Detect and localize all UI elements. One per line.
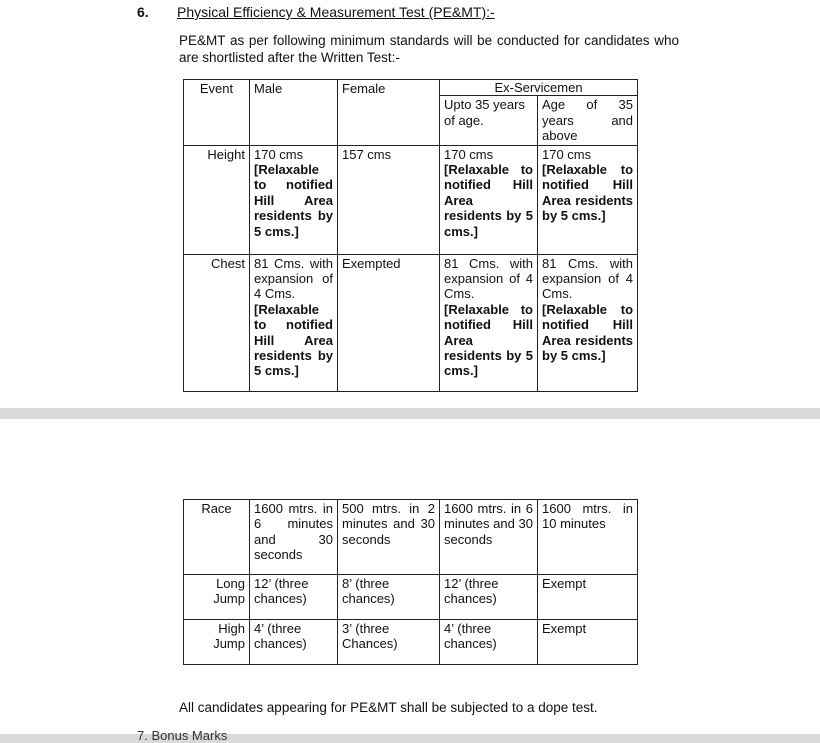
event-chest: Chest bbox=[184, 254, 250, 391]
event-high-jump: High Jump bbox=[184, 620, 250, 665]
header-male: Male bbox=[250, 80, 338, 146]
table-row-long-jump bbox=[184, 575, 638, 620]
high-jump-female: 3’ (three Chances) bbox=[338, 620, 440, 665]
chest-male: 81 Cms. with expansion of 4 Cms. [Relaxable to notified Hill Area residents by 5 cms.] bbox=[250, 254, 338, 391]
table-row-height bbox=[184, 145, 638, 254]
event-race: Race bbox=[184, 500, 250, 575]
long-jump-female: 8’ (three chances) bbox=[338, 575, 440, 620]
header-event: Event bbox=[184, 80, 250, 146]
event-height: Height bbox=[184, 145, 250, 254]
section-number: 6. bbox=[137, 4, 149, 20]
pemt-standards-table bbox=[183, 79, 638, 392]
race-exs-upto-35: 1600 mtrs. in 6 minutes and 30 seconds bbox=[440, 500, 538, 575]
height-male: 170 cms [Relaxable to notified Hill Area residents by 5 cms.] bbox=[250, 145, 338, 254]
header-upto-35: Upto 35 years of age. bbox=[440, 96, 538, 145]
race-female: 500 mtrs. in 2 minutes and 30 seconds bbox=[338, 500, 440, 575]
header-female: Female bbox=[338, 80, 440, 146]
table-row-high-jump bbox=[184, 620, 638, 665]
height-exs-upto-35: 170 cms [Relaxable to notified Hill Area residents by 5 cms.] bbox=[440, 145, 538, 254]
high-jump-exs-upto-35: 4’ (three chances) bbox=[440, 620, 538, 665]
chest-exs-35-above: 81 Cms. with expansion of 4 Cms. [Relaxable to notified Hill Area residents by 5 cms.] bbox=[538, 254, 638, 391]
chest-female: Exempted bbox=[338, 254, 440, 391]
long-jump-exs-35-above: Exempt bbox=[538, 575, 638, 620]
height-female: 157 cms bbox=[338, 145, 440, 254]
section-title: Physical Efficiency & Measurement Test (PE&MT):- bbox=[177, 4, 495, 20]
high-jump-male: 4’ (three chances) bbox=[250, 620, 338, 665]
height-exs-35-above: 170 cms [Relaxable to notified Hill Area residents by 5 cms.] bbox=[538, 145, 638, 254]
chest-exs-upto-35: 81 Cms. with expansion of 4 Cms. [Relaxable to notified Hill Area residents by 5 cms.] bbox=[440, 254, 538, 391]
long-jump-male: 12’ (three chances) bbox=[250, 575, 338, 620]
race-male: 1600 mtrs. in 6 minutes and 30 seconds bbox=[250, 500, 338, 575]
table-header-row bbox=[184, 80, 638, 96]
header-ex-servicemen: Ex-Servicemen bbox=[440, 80, 638, 96]
event-long-jump: Long Jump bbox=[184, 575, 250, 620]
section-intro: PE&MT as per following minimum standards will be conducted for candidates who are shortlisted after the Written Test:- bbox=[179, 33, 679, 65]
pemt-events-table bbox=[183, 499, 638, 665]
header-age-35-above: Age of 35 years and above bbox=[538, 96, 638, 145]
next-section-heading: 7. Bonus Marks bbox=[137, 728, 228, 743]
long-jump-exs-upto-35: 12’ (three chances) bbox=[440, 575, 538, 620]
high-jump-exs-35-above: Exempt bbox=[538, 620, 638, 665]
table-row-chest bbox=[184, 254, 638, 391]
race-exs-35-above: 1600 mtrs. in 10 minutes bbox=[538, 500, 638, 575]
table-row-race bbox=[184, 500, 638, 575]
dope-test-note: All candidates appearing for PE&MT shall be subjected to a dope test. bbox=[179, 700, 598, 715]
